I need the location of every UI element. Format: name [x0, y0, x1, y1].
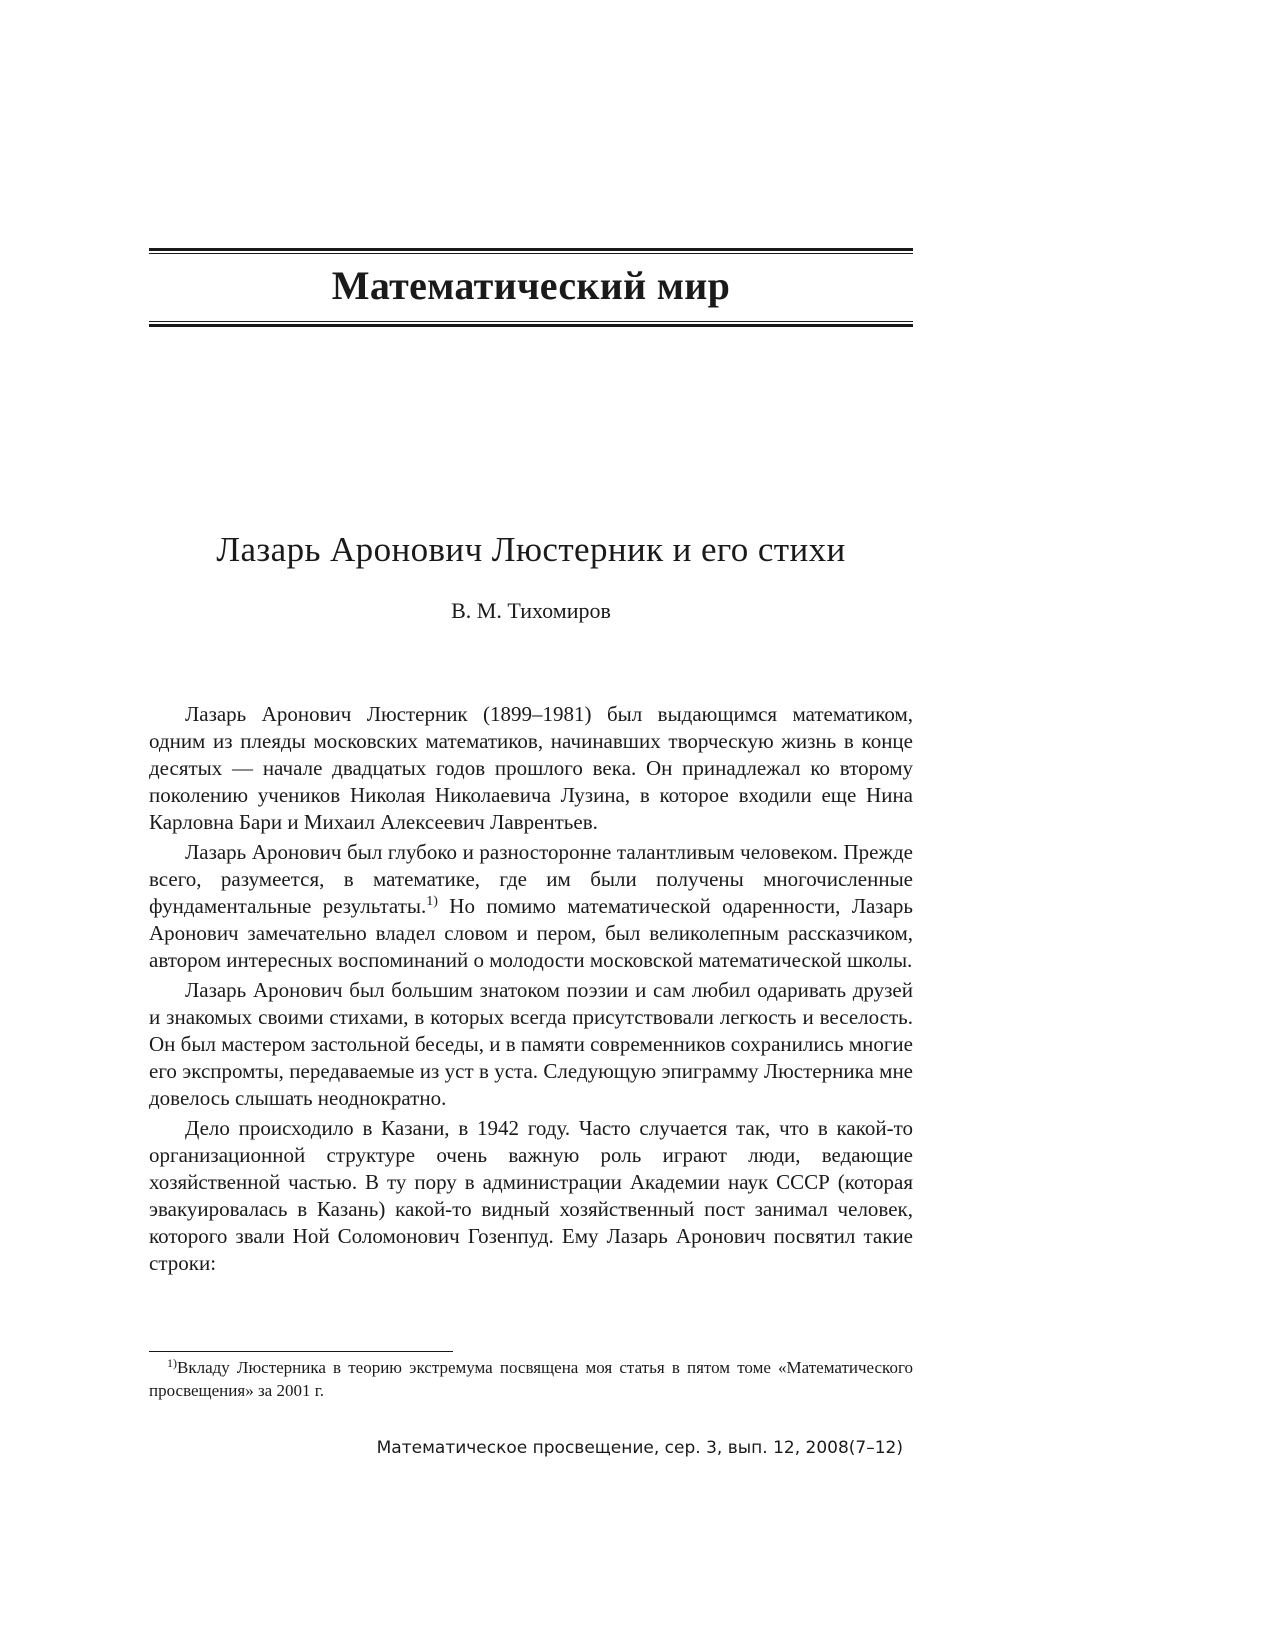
footnote-text: Вкладу Люстерника в теорию экстремума посвящена моя статья в пятом томе «Математического просвещения» за 2001 г. [149, 1358, 913, 1400]
paragraph-2-start: Лазарь Аронович был глубоко и разносторонне талантливым человеком. Прежде всего, разумеется, в математике, где им были получены многочисленные фундаментальные результаты. [149, 840, 913, 918]
footnote [149, 1356, 913, 1402]
journal-citation: Математическое просвещение, сер. 3, вып. 12, 2008(7–12) [376, 1438, 903, 1458]
footnote-separator [149, 1351, 453, 1352]
article-author: В. М. Тихомиров [451, 598, 611, 623]
article-body [149, 701, 913, 1280]
footnote-marker: 1) [167, 1356, 177, 1370]
paragraph-3: Лазарь Аронович был большим знатоком поэзии и сам любил одаривать друзей и знакомых своими стихами, в которых всегда присутствовали легкость и веселость. Он был мастером застольной беседы, и в памяти современников сохранились многие его экспромты, передаваемые из уст в уста. Следующую эпиграмму Люстерника мне довелось слышать неоднократно. [149, 978, 913, 1110]
article-title: Лазарь Аронович Люстерник и его стихи [216, 530, 846, 569]
section-title: Математический мир [331, 263, 731, 308]
header-bottom-rule [149, 321, 913, 327]
footnote-ref-marker[interactable]: 1) [426, 894, 438, 909]
paragraph-4: Дело происходило в Казани, в 1942 году. Часто случается так, что в какой-то организационной структуре очень важную роль играют люди, ведающие хозяйственной частью. В ту пору в администрации Академии наук СССР (которая эвакуировалась в Казань) какой-то видный хозяйственный пост занимал человек, которого звали Ной Соломонович Гозенпуд. Ему Лазарь Аронович посвятил такие строки: [149, 1116, 913, 1275]
header-top-rule [149, 248, 913, 254]
section-header [149, 248, 913, 327]
paragraph-2 [149, 839, 913, 974]
paragraph-1: Лазарь Аронович Люстерник (1899–1981) был выдающимся математиком, одним из плеяды московских математиков, начинавших творческую жизнь в конце десятых — начале двадцатых годов прошлого века. Он принадлежал ко второму поколению учеников Николая Николаевича Лузина, в которое входили еще Нина Карловна Бари и Михаил Алексеевич Лаврентьев. [149, 702, 913, 834]
paragraph-2-continuation: Но помимо математической одаренности, Лазарь Аронович замечательно владел словом и пером, был великолепным рассказчиком, автором интересных воспоминаний о молодости московской математической школы. [149, 894, 913, 972]
